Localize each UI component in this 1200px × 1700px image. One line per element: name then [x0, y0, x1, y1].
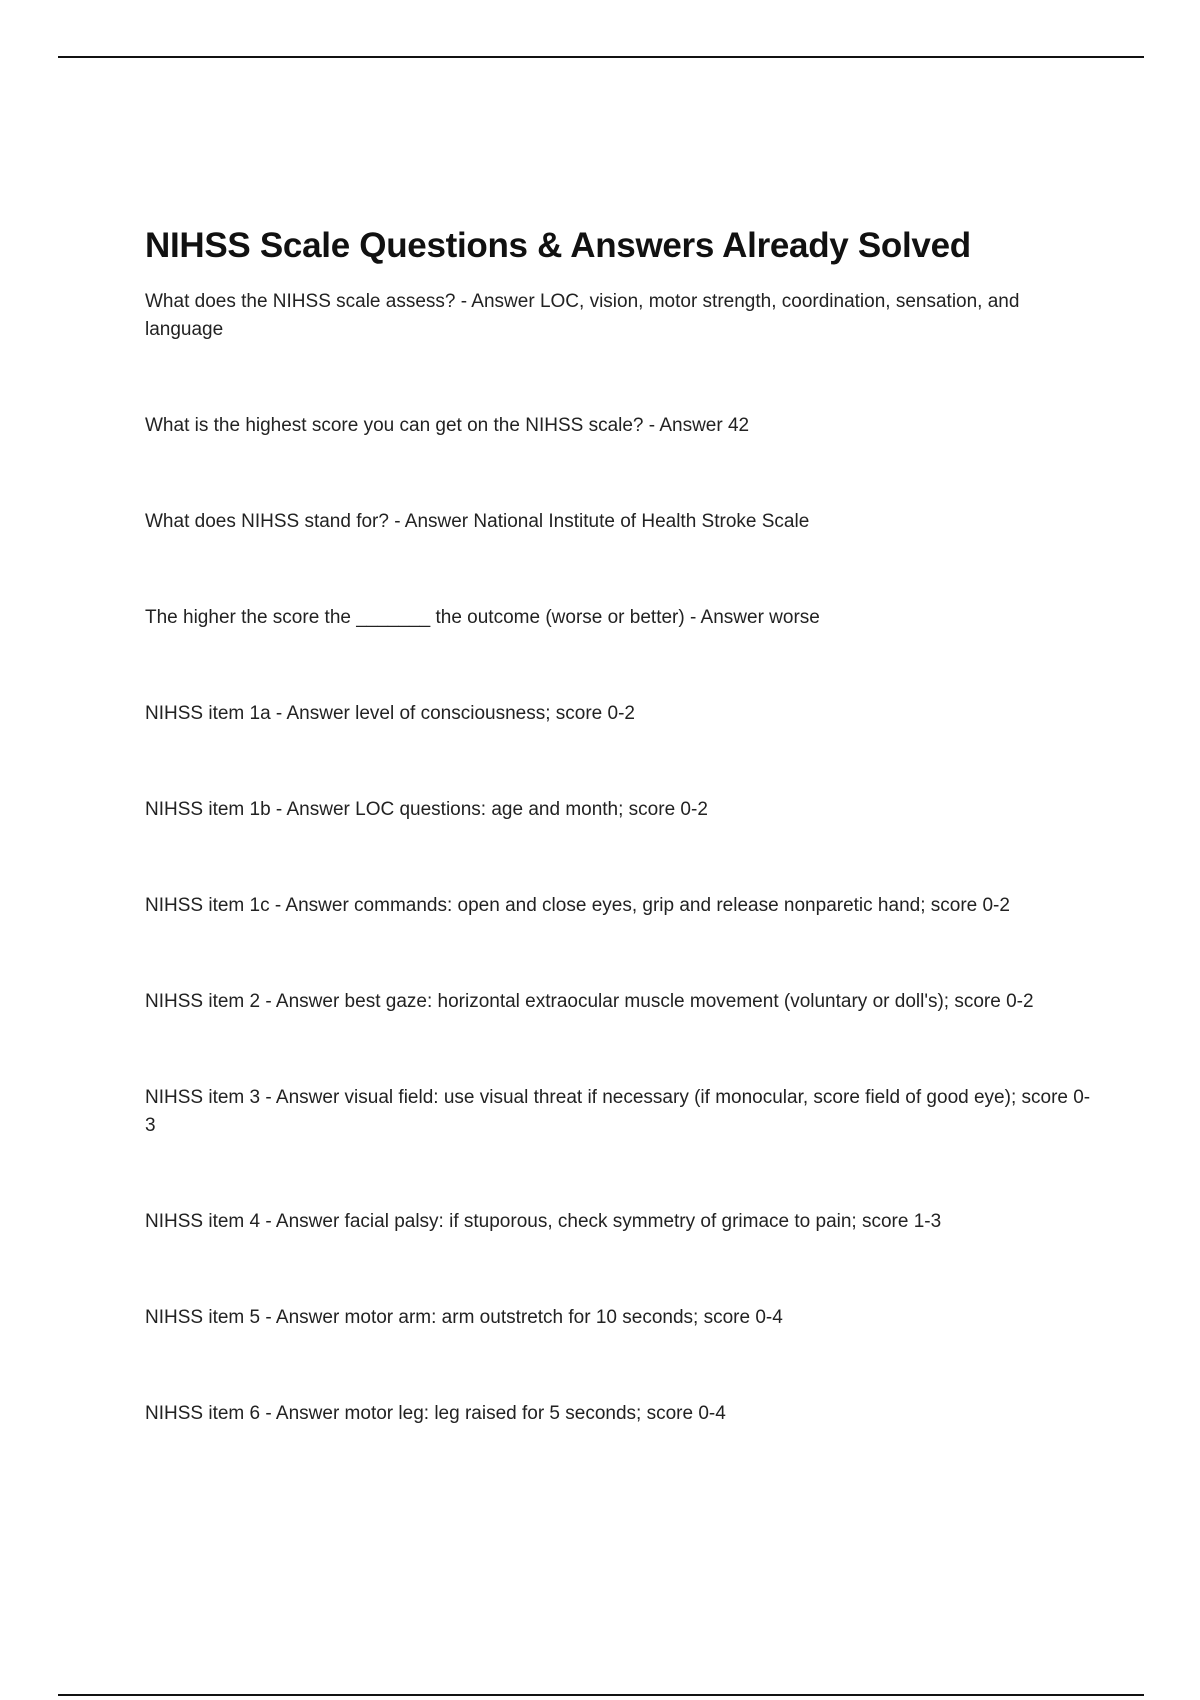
qa-item: What is the highest score you can get on the NIHSS scale? - Answer 42	[145, 415, 750, 436]
qa-item: What does the NIHSS scale assess? - Answer LOC, vision, motor strength, coordination, sensation, and language	[145, 291, 1020, 340]
header-rule	[58, 56, 1144, 58]
qa-item: NIHSS item 5 - Answer motor arm: arm outstretch for 10 seconds; score 0-4	[145, 1307, 783, 1328]
qa-item: What does NIHSS stand for? - Answer National Institute of Health Stroke Scale	[145, 511, 810, 532]
qa-item: NIHSS item 1c - Answer commands: open and close eyes, grip and release nonparetic hand; score 0-2	[145, 895, 1010, 916]
qa-item: NIHSS item 1a - Answer level of consciousness; score 0-2	[145, 703, 635, 724]
document-body	[145, 226, 1100, 1496]
qa-item: The higher the score the _______ the outcome (worse or better) - Answer worse	[145, 607, 820, 628]
footer-rule	[58, 1694, 1144, 1696]
qa-list	[145, 288, 1100, 1428]
qa-item: NIHSS item 3 - Answer visual field: use visual threat if necessary (if monocular, score field of good eye); score 0-3	[145, 1087, 1091, 1136]
document-title: NIHSS Scale Questions & Answers Already Solved	[145, 226, 971, 265]
qa-item: NIHSS item 4 - Answer facial palsy: if stuporous, check symmetry of grimace to pain; score 1-3	[145, 1211, 942, 1232]
qa-item: NIHSS item 1b - Answer LOC questions: age and month; score 0-2	[145, 799, 708, 820]
qa-item: NIHSS item 2 - Answer best gaze: horizontal extraocular muscle movement (voluntary or doll's); score 0-2	[145, 991, 1034, 1012]
qa-item: NIHSS item 6 - Answer motor leg: leg raised for 5 seconds; score 0-4	[145, 1403, 726, 1424]
